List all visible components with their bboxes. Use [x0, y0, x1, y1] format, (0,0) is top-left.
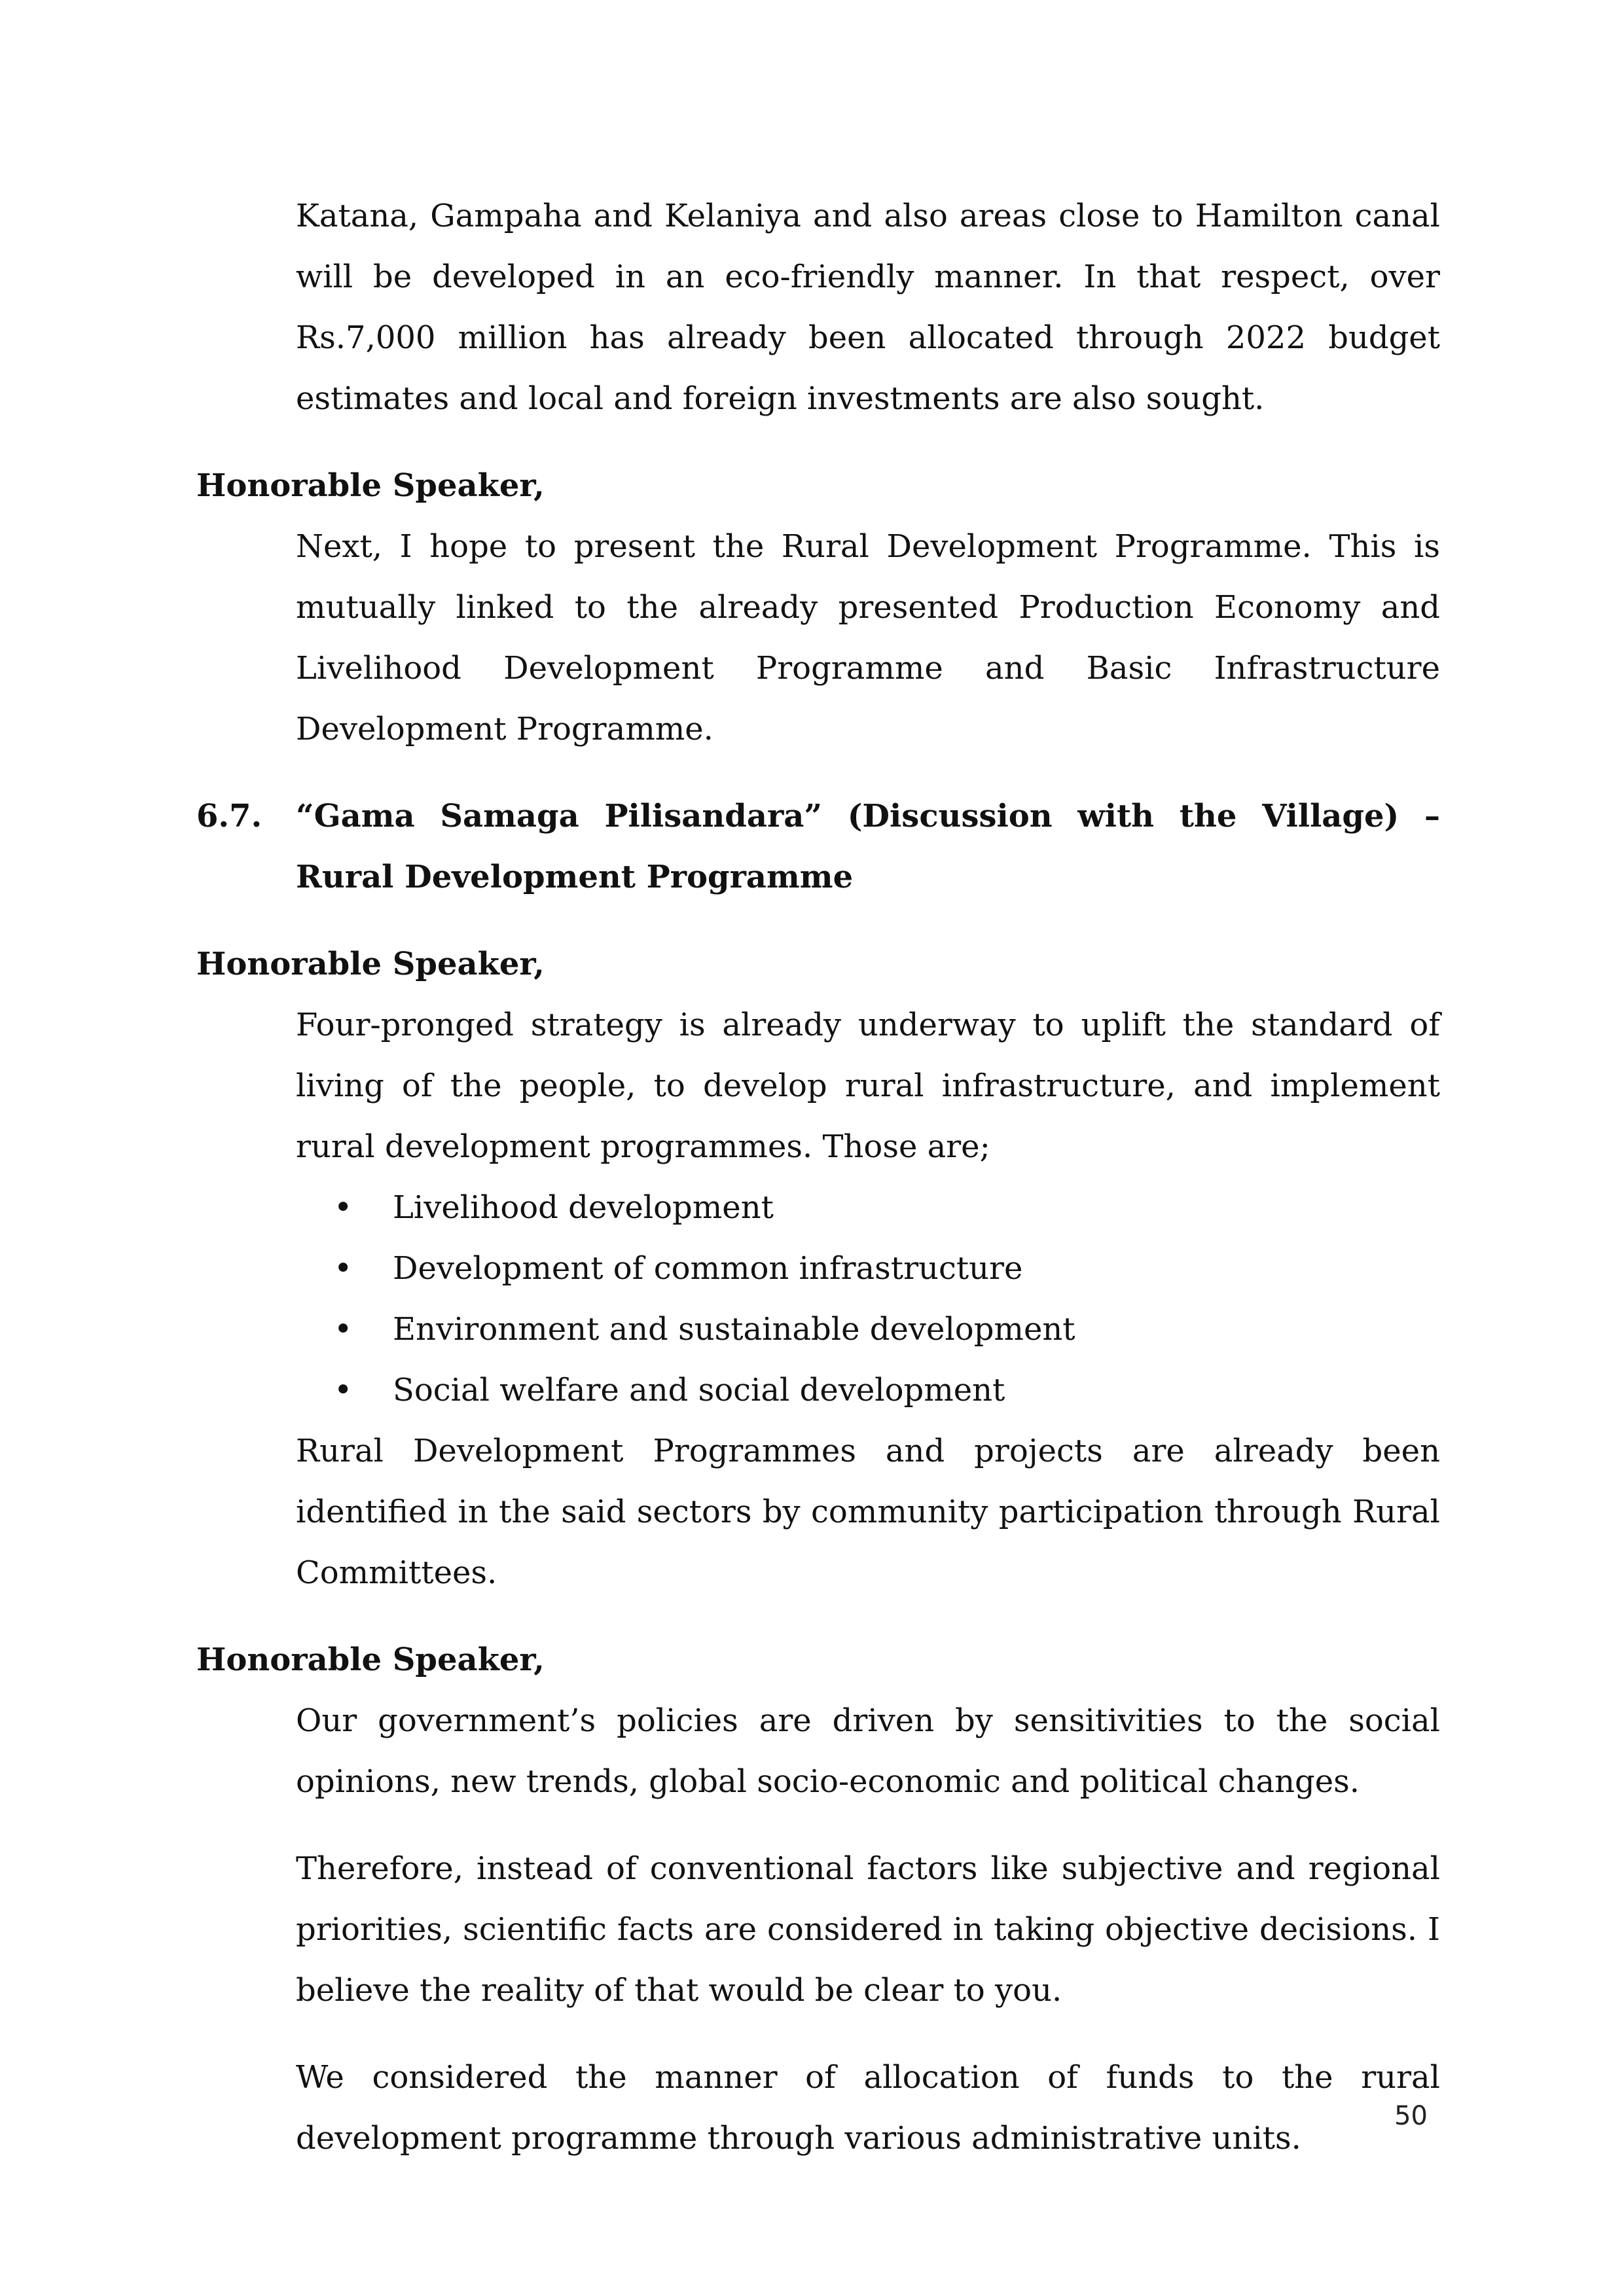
paragraph-fund-allocation: We considered the manner of allocation of funds to the rural development programme through various administrative units.: [296, 2059, 1440, 2157]
paragraph-hamilton-canal: Katana, Gampaha and Kelaniya and also areas close to Hamilton canal will be developed in an eco-friendly manner. In that respect, over Rs.7,000 million has already been allocated through 2022 budget estimates and local and foreign investments are also sought.: [296, 198, 1440, 417]
list-item-text: Development of common infrastructure: [393, 1250, 1023, 1287]
section-number: 6.7.: [196, 798, 262, 834]
list-item: [296, 1238, 1440, 1299]
page-body: [196, 186, 1440, 2169]
speaker-heading: Honorable Speaker,: [196, 1641, 545, 1678]
bullet-icon: •: [334, 1250, 353, 1287]
section-heading: [196, 786, 1440, 908]
paragraph-rural-committees: Rural Development Programmes and projects are already been identified in the said sectors by community participation through Rural Committees.: [296, 1433, 1440, 1591]
speaker-heading: Honorable Speaker,: [196, 467, 545, 504]
paragraph-scientific-facts: Therefore, instead of conventional factors like subjective and regional priorities, scientific facts are considered in taking objective decisions. I believe the reality of that would be clear to you.: [296, 1850, 1440, 2009]
bullet-icon: •: [334, 1311, 353, 1348]
list-item: [296, 1360, 1440, 1421]
paragraph-four-pronged-strategy: Four-pronged strategy is already underway to uplift the standard of living of the people, to develop rural infrastructure, and implement rural development programmes. Those are;: [296, 1007, 1440, 1165]
paragraph-government-policies: Our government’s policies are driven by sensitivities to the social opinions, new trends, global socio-economic and political changes.: [296, 1702, 1440, 1800]
list-item-text: Environment and sustainable development: [393, 1311, 1075, 1348]
bullet-icon: •: [334, 1372, 353, 1408]
list-item: [296, 1299, 1440, 1360]
list-item-text: Livelihood development: [393, 1189, 774, 1226]
page-number: 50: [1394, 2101, 1428, 2131]
paragraph-rural-programme-intro: Next, I hope to present the Rural Development Programme. This is mutually linked to the already presented Production Economy and Livelihood Development Programme and Basic Infrastructure Development Programme.: [296, 528, 1440, 747]
speaker-heading: Honorable Speaker,: [196, 946, 545, 982]
list-item-text: Social welfare and social development: [393, 1372, 1005, 1408]
section-title: “Gama Samaga Pilisandara” (Discussion with the Village) – Rural Development Programme: [296, 798, 1440, 895]
strategy-list: [196, 1177, 1440, 1421]
list-item: [296, 1177, 1440, 1238]
bullet-icon: •: [334, 1189, 353, 1226]
